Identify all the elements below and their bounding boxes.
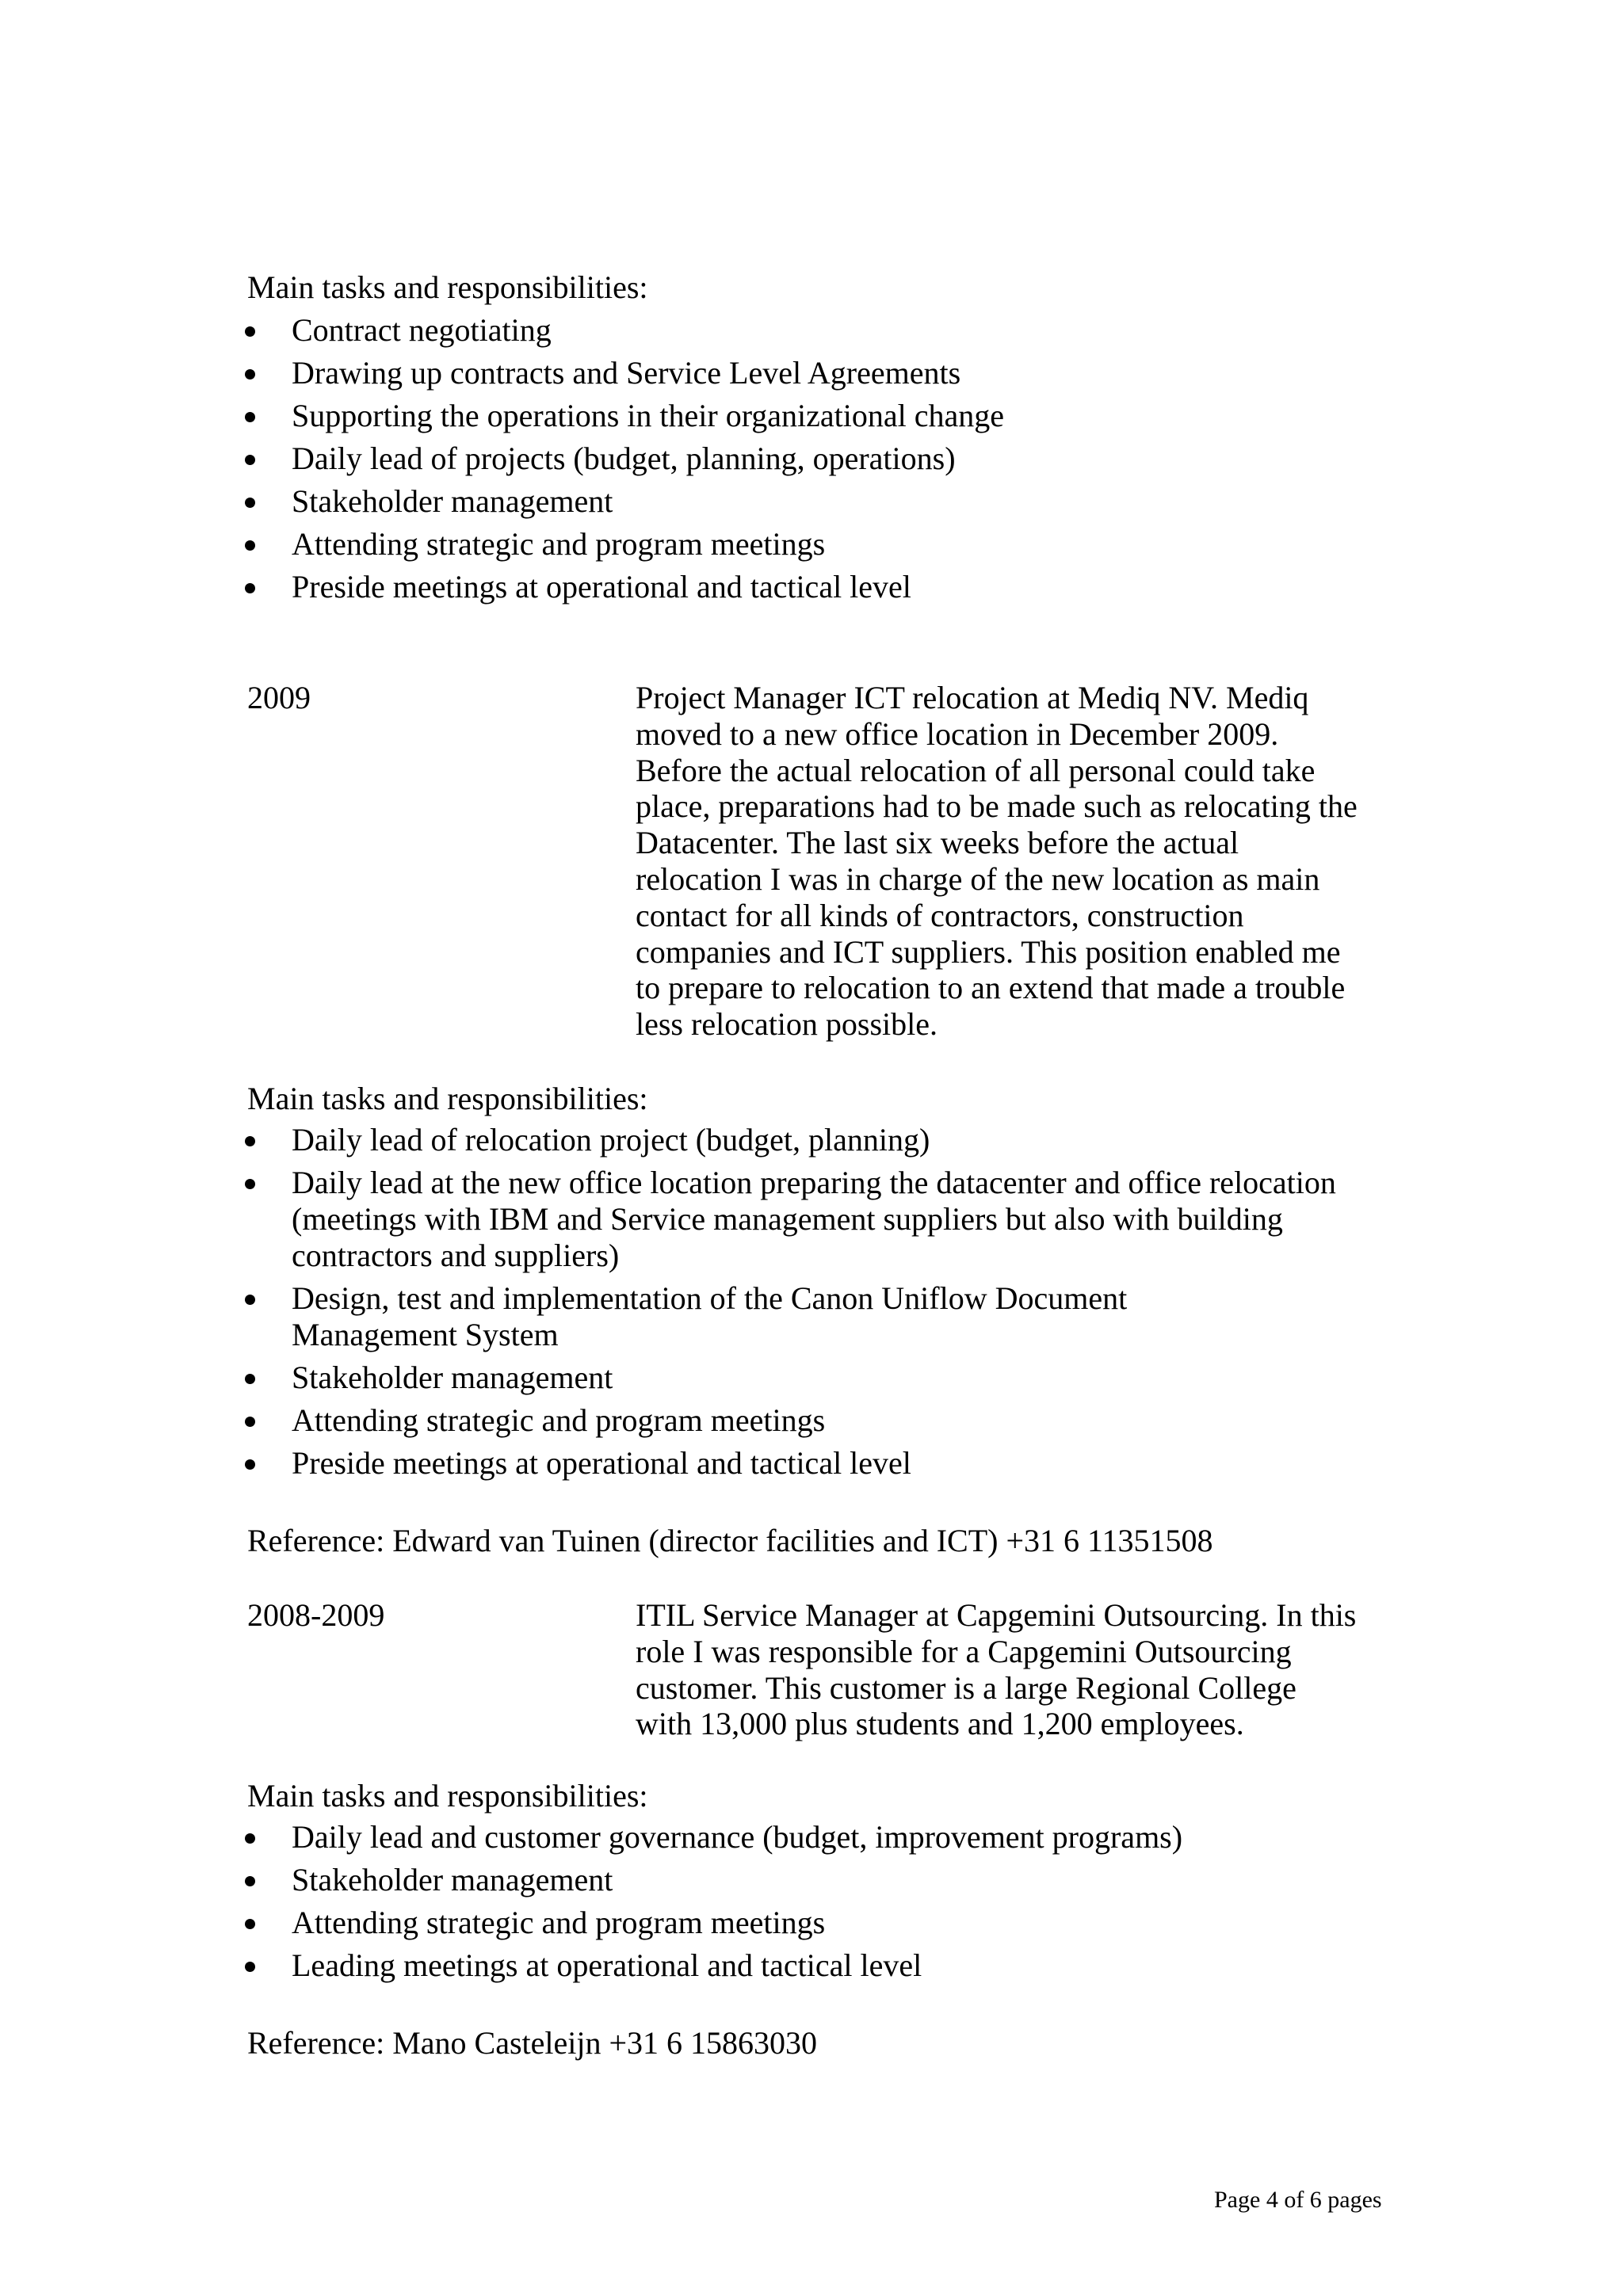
list-item: Attending strategic and program meetings [292,1905,1401,1941]
reference: Reference: Edward van Tuinen (director facilities and ICT) +31 6 11351508 [247,1523,1213,1558]
job-year: 2009 [247,680,311,715]
description-line: ITIL Service Manager at Capgemini Outsourcing. In this [636,1597,1357,1633]
list-item: Daily lead at the new office location preparing the datacenter and office relocation (meetings with IBM and Service management suppliers but also with building contractors and suppliers) [292,1165,1354,1274]
description-line: relocation I was in charge of the new location as main [636,860,1320,897]
section-heading: Main tasks and responsibilities: [247,1081,648,1116]
list-item: Leading meetings at operational and tactical level [292,1947,1401,1984]
list-item: Attending strategic and program meetings [292,1402,1401,1439]
description-line: moved to a new office location in December 2009. [636,715,1279,752]
list-item: Contract negotiating [292,312,1401,349]
description-line: to prepare to relocation to an extend that made a trouble [636,970,1346,1006]
page-number: Page 4 of 6 pages [1214,2187,1382,2213]
list-item: Drawing up contracts and Service Level Agreements [292,355,1401,391]
job-description [636,680,1396,1043]
list-item: Daily lead and customer governance (budget, improvement programs) [292,1819,1401,1855]
job-description [636,1597,1396,1742]
list-item: Preside meetings at operational and tactical level [292,569,1401,605]
task-list [292,312,1401,612]
description-line: Datacenter. The last six weeks before the actual [636,825,1239,861]
task-list [292,1122,1401,1488]
description-line: Before the actual relocation of all personal could take [636,752,1316,788]
description-line: Project Manager ICT relocation at Mediq NV. Mediq [636,680,1309,715]
description-line: contact for all kinds of contractors, construction [636,897,1244,933]
section-heading: Main tasks and responsibilities: [247,1778,648,1814]
description-line: less relocation possible. [636,1006,938,1043]
list-item: Supporting the operations in their organizational change [292,398,1401,434]
section-heading: Main tasks and responsibilities: [247,269,648,305]
description-line: with 13,000 plus students and 1,200 employees. [636,1706,1244,1742]
description-line: companies and ICT suppliers. This position enabled me [636,933,1341,970]
description-line: customer. This customer is a large Regional College [636,1669,1296,1706]
list-item: Daily lead of projects (budget, planning, operations) [292,441,1401,477]
task-list [292,1819,1401,1990]
reference: Reference: Mano Casteleijn +31 6 15863030 [247,2025,818,2061]
list-item: Stakeholder management [292,483,1401,520]
job-year: 2008-2009 [247,1597,385,1633]
list-item: Preside meetings at operational and tactical level [292,1445,1401,1482]
list-item: Stakeholder management [292,1360,1401,1396]
description-line: place, preparations had to be made such as relocating the [636,788,1358,825]
list-item: Daily lead of relocation project (budget, planning) [292,1122,1401,1158]
list-item: Attending strategic and program meetings [292,526,1401,563]
list-item: Stakeholder management [292,1862,1401,1898]
list-item: Design, test and implementation of the Canon Uniflow Document Management System [292,1280,1274,1353]
description-line: role I was responsible for a Capgemini Outsourcing [636,1633,1292,1669]
